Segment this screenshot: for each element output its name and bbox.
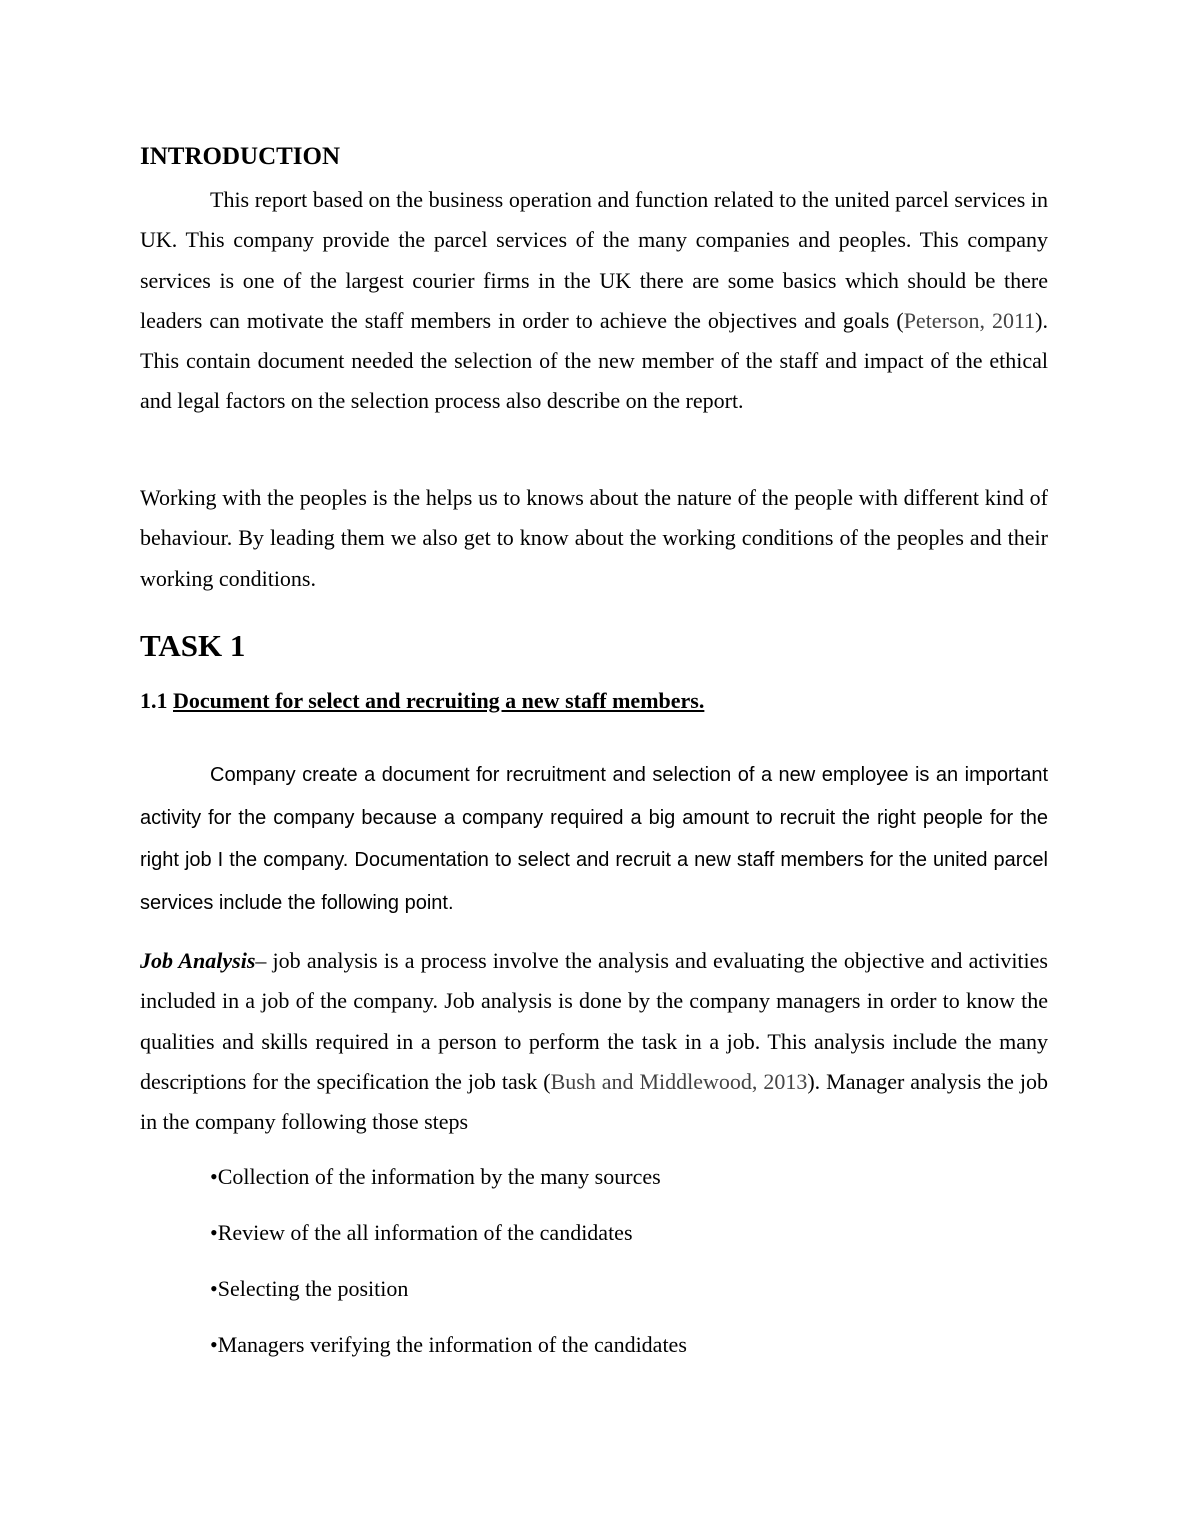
job-analysis-text-a: – job analysis is a process involve the analysis and evaluating the objective and activities included in a job of the company. Job analysis is done by the company managers in order to know the qualities and skills required in a person to perform the task in a job. This analysis include the many descriptions for the specification the job task ( [140, 948, 1048, 1094]
recruitment-paragraph: Company create a document for recruitment and selection of a new employee is an important activity for the company because a company required a big amount to recruit the right people for the right job I the company. Documentation to select and recruit a new staff members for the united parcel services include the following point. [140, 764, 1048, 914]
job-analysis-text-b: ). Manager analysis the job in the company following those steps [140, 1068, 1048, 1135]
job-analysis-term: Job Analysis [140, 948, 256, 973]
section-1-1-heading [140, 686, 704, 716]
intro-paragraph-2: Working with the peoples is the helps us to knows about the nature of the people with different kind of behaviour. By leading them we also get to know about the working conditions of the peoples and their working conditions. [140, 485, 1048, 591]
job-analysis-paragraph [140, 941, 1048, 1142]
intro-paragraph-1 [140, 180, 1048, 422]
intro-paragraph-1-text-a: This report based on the business operation and function related to the united parcel services in UK. This company provide the parcel services of the many companies and peoples. This company services is one of the largest courier firms in the UK there are some basics which should be there leaders can motivate the staff members in order to achieve the objectives and goals ( [140, 187, 1048, 333]
introduction-heading: INTRODUCTION [140, 143, 341, 170]
task-1-heading: TASK 1 [140, 628, 246, 663]
list-item: •Selecting the position [210, 1276, 409, 1301]
section-number: 1.1 [140, 688, 173, 713]
intro-paragraph-1-text-b: ). This contain document needed the selection of the new member of the staff and impact of the ethical and legal factors on the selection process also describe on the report. [140, 307, 1048, 414]
list-item: •Managers verifying the information of the candidates [210, 1332, 687, 1357]
list-item: •Collection of the information by the many sources [210, 1164, 661, 1189]
list-item: •Review of the all information of the candidates [210, 1220, 633, 1245]
citation-bush-middlewood: Bush and Middlewood, 2013 [550, 1068, 808, 1094]
citation-peterson: Peterson, 2011 [903, 307, 1036, 333]
section-title: Document for select and recruiting a new staff members. [173, 688, 705, 713]
